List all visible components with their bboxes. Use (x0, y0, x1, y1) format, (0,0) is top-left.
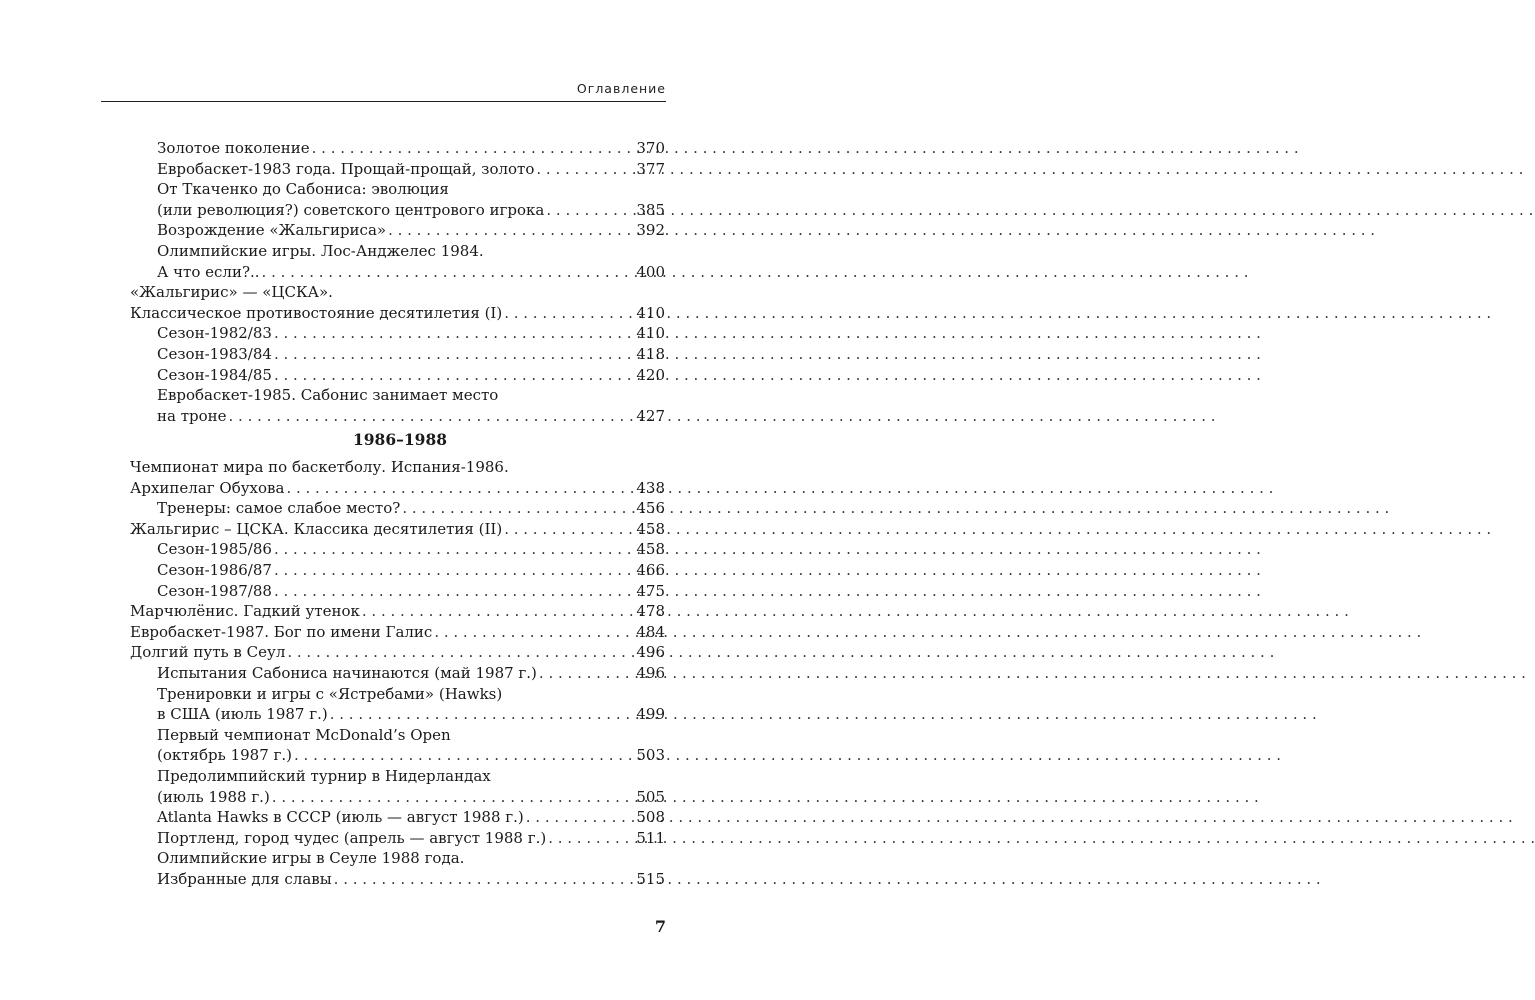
toc-entry-title: (или революция?) советского центрового игрока (157, 200, 545, 219)
toc-entry-title: Чемпионат мира по баскетболу. Испания-1986. (130, 458, 509, 476)
toc-entry-page: 458 (636, 540, 665, 559)
toc-entry-page: 385 (636, 200, 665, 219)
toc-entry-title: Жальгирис – ЦСКА. Классика десятилетия (II) (130, 519, 503, 538)
dot-leader (544, 200, 636, 220)
toc-entry (157, 323, 665, 343)
toc-entry-title: Долгий путь в Сеул (130, 643, 286, 662)
dot-leader (502, 303, 636, 323)
dot-leader (284, 478, 636, 498)
toc-entry (130, 282, 665, 302)
toc-entry-page: 511 (636, 828, 665, 847)
dot-leader (272, 581, 636, 601)
dot-leader (272, 365, 636, 385)
page-number: 7 (654, 917, 666, 936)
toc-entry (157, 745, 665, 765)
toc-entry (157, 200, 665, 220)
toc-entry-page: 410 (636, 303, 665, 322)
dot-leader (285, 642, 636, 662)
dot-leader (502, 519, 636, 539)
toc-entry-page: 503 (636, 746, 665, 765)
dot-leader (272, 323, 636, 343)
toc-entry (157, 365, 665, 385)
dot-leader (386, 220, 636, 240)
toc-entry-title: Олимпийские игры в Сеуле 1988 года. (157, 849, 465, 868)
toc-entry-title: Сезон-1985/86 (157, 540, 272, 559)
toc-entry-page: 410 (636, 324, 665, 343)
toc-entry-title: на троне (157, 406, 227, 425)
toc-entry-title: Возрождение «Жальгириса» (157, 221, 387, 240)
toc-entry (157, 828, 665, 848)
dot-leader (310, 138, 637, 158)
toc-entry-page: 438 (636, 478, 665, 497)
toc-entry (157, 869, 665, 889)
toc-entry-title: Избранные для славы (157, 870, 332, 888)
dot-leader (227, 406, 637, 426)
toc-entry-page: 515 (636, 870, 665, 888)
toc-entry (130, 622, 665, 642)
dot-leader (272, 344, 636, 364)
toc-entry (130, 303, 665, 323)
toc-entry-page: 496 (636, 664, 665, 682)
toc-entry (157, 262, 665, 282)
toc-entry-title: Евробаскет-1985. Сабонис занимает место (157, 386, 499, 405)
toc-entry-title: Евробаскет-1983 года. Прощай-прощай, золото (157, 159, 535, 178)
toc-entry (130, 642, 665, 662)
toc-entry-title: Сезон-1987/88 (157, 581, 272, 600)
toc-entry (157, 179, 665, 199)
header-rule (101, 101, 666, 102)
dot-leader (360, 601, 636, 621)
toc-entry-title: (июль 1988 г.) (157, 787, 270, 806)
toc-entry-page: 466 (636, 561, 665, 579)
toc-entry-page: 499 (636, 705, 665, 724)
toc-entry (157, 684, 665, 704)
toc-entry (157, 220, 665, 240)
toc-entry (157, 241, 665, 261)
toc-entry-title: Евробаскет-1987. Бог по имени Галис (130, 622, 433, 641)
toc-entry-title: в США (июль 1987 г.) (157, 705, 328, 724)
dot-leader (332, 869, 637, 889)
dot-leader (260, 262, 637, 282)
toc-entry-title: А что если?.. (157, 262, 260, 281)
toc-entry-page: 400 (636, 262, 665, 281)
toc-entry-page: 508 (636, 808, 665, 827)
toc-entry-title: Сезон-1982/83 (157, 324, 272, 343)
toc-entry-title: (октябрь 1987 г.) (157, 746, 293, 765)
dot-leader (537, 663, 636, 683)
dot-leader (432, 622, 636, 642)
running-header (0, 0, 800, 102)
toc-entry (157, 663, 665, 683)
toc-entry-title: «Жальгирис» — «ЦСКА». (130, 283, 333, 302)
toc-entry (157, 787, 665, 807)
toc-entry-page: 456 (636, 499, 665, 518)
toc-entry-title: Сезон-1986/87 (157, 561, 272, 579)
toc-entry (157, 138, 665, 158)
toc-entry-title: Олимпийские игры. Лос-Анджелес 1984. (157, 242, 484, 260)
section-heading: 1986–1988 (352, 430, 448, 450)
dot-leader (400, 498, 636, 518)
toc-entry-title: Atlanta Hawks в СССР (июль — август 1988 г.) (157, 808, 524, 827)
toc-entry-title: Золотое поколение (157, 139, 310, 157)
toc-entry-page: 392 (636, 221, 665, 240)
toc-entry-title: Испытания Сабониса начинаются (май 1987 г.) (157, 664, 537, 682)
toc-entry (157, 498, 665, 518)
toc-entry (157, 704, 665, 724)
dot-leader (270, 787, 637, 807)
toc-entry (157, 725, 665, 745)
toc-entry (130, 478, 665, 498)
toc-entry-title: Тренеры: самое слабое место? (157, 499, 401, 518)
toc-entry (157, 560, 665, 580)
toc-entry-page: 427 (636, 406, 665, 425)
toc-entry-title: Классическое противостояние десятилетия (I) (130, 303, 503, 322)
toc-entry-page: 496 (636, 643, 665, 662)
toc-entry-title: Сезон-1983/84 (157, 345, 272, 363)
toc-entry-page: 420 (636, 365, 665, 384)
toc-entry-title: От Ткаченко до Сабониса: эволюция (157, 180, 449, 199)
toc-entry (157, 807, 665, 827)
dot-leader (524, 807, 637, 827)
toc-entry-title: Тренировки и игры с «Ястребами» (Hawks) (157, 684, 503, 703)
toc-entry-page: 377 (636, 159, 665, 178)
toc-entry-title: Первый чемпионат McDonald’s Open (157, 725, 451, 744)
toc-entry-page: 370 (636, 139, 665, 157)
dot-leader (292, 745, 636, 765)
dot-leader (272, 539, 636, 559)
toc-entry (157, 766, 665, 786)
dot-leader (272, 560, 636, 580)
toc-entry-title: Архипелаг Обухова (130, 478, 285, 497)
toc-entry-title: Марчюлёнис. Гадкий утенок (130, 602, 360, 621)
toc-entry-page: 458 (636, 519, 665, 538)
toc-entry (130, 457, 665, 477)
toc-entry-page: 418 (636, 345, 665, 363)
toc-entry (157, 539, 665, 559)
toc-entry (157, 159, 665, 179)
dot-leader (328, 704, 637, 724)
dot-leader (546, 828, 636, 848)
toc-entry (157, 581, 665, 601)
toc-entry-page: 475 (636, 581, 665, 600)
toc-entry-title: Портленд, город чудес (апрель — август 1988 г.) (157, 828, 547, 847)
toc-entry (157, 344, 665, 364)
toc-entry (130, 519, 665, 539)
toc-entry-page: 484 (636, 622, 665, 641)
toc-entry-title: Предолимпийский турнир в Нидерландах (157, 767, 491, 785)
toc-entry (157, 848, 665, 868)
toc-entry-page: 478 (636, 602, 665, 621)
toc-entry (130, 601, 665, 621)
dot-leader (534, 159, 636, 179)
running-header-title: Оглавление (576, 81, 666, 96)
toc-entry-title: Сезон-1984/85 (157, 365, 272, 384)
toc-entry (157, 406, 665, 426)
toc-entry-page: 505 (636, 787, 665, 806)
toc-entry (157, 385, 665, 405)
